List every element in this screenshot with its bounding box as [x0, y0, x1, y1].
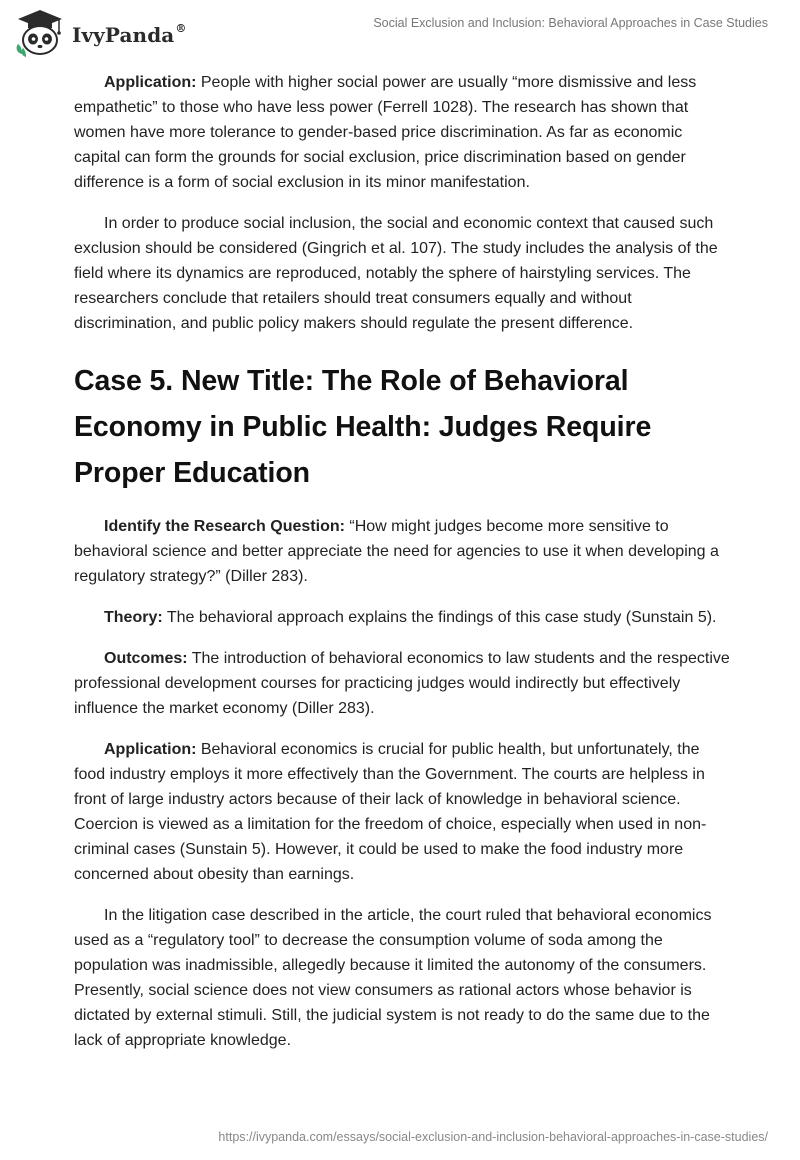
paragraph-text: In the litigation case described in the article, the court ruled that behavioral economics used as a “regulatory tool” to decrease the consumption volume of soda among the population was inadmissible, allegedly because it limited the autonomy of the consumers. Presently, social science does not view consumers as rational actors whose behavior is dictated by external stimuli. Still, the judicial system is not ready to do the same due to the lack of appropriate knowledge.	[74, 907, 712, 1049]
document-title: Social Exclusion and Inclusion: Behavioral Approaches in Case Studies	[373, 16, 768, 30]
paragraph-theory	[74, 605, 730, 630]
paragraph-application-2	[74, 737, 730, 887]
paragraph-text: The introduction of behavioral economics to law students and the respective professional development courses for practicing judges would indirectly but effectively influence the market economy (Diller 283).	[74, 650, 730, 717]
paragraph-text: In order to produce social inclusion, the social and economic context that caused such exclusion should be considered (Gingrich et al. 107). The study includes the analysis of the field where its dynamics are reproduced, notably the sphere of hairstyling services. The researchers conclude that retailers should treat consumers equally and without discrimination, and public policy makers should regulate the present difference.	[74, 215, 718, 332]
brand-name: IvyPanda®	[72, 22, 187, 47]
paragraph-research-question	[74, 514, 730, 589]
page-header	[0, 0, 800, 64]
paragraph-label: Theory:	[104, 609, 163, 626]
ivypanda-logo[interactable]	[14, 8, 186, 58]
paragraph-label: Outcomes:	[104, 650, 188, 667]
paragraph-text: “How might judges become more sensitive to behavioral science and better appreciate the need for agencies to use it when developing a regulatory strategy?” (Diller 283).	[74, 518, 719, 585]
paragraph-outcomes	[74, 646, 730, 721]
paragraph-text: People with higher social power are usually “more dismissive and less empathetic” to those who have less power (Ferrell 1028). The research has shown that women have more tolerance to gender-based price discrimination. As far as economic capital can form the grounds for social exclusion, price discrimination based on gender difference is a form of social exclusion in its minor manifestation.	[74, 74, 697, 191]
paragraph-text: Behavioral economics is crucial for public health, but unfortunately, the food industry employs it more effectively than the Government. The courts are helpless in front of large industry actors because of their lack of knowledge in behavioral science. Coercion is viewed as a limitation for the freedom of choice, especially when used in non-criminal cases (Sunstain 5). However, it could be used to make the food industry more concerned about obesity than earnings.	[74, 741, 707, 883]
paragraph-application-1	[74, 70, 730, 195]
essay-content	[74, 70, 730, 1069]
source-url[interactable]: https://ivypanda.com/essays/social-exclusion-and-inclusion-behavioral-approaches-in-case-studies/	[218, 1130, 768, 1144]
paragraph-text: The behavioral approach explains the findings of this case study (Sunstain 5).	[162, 609, 717, 626]
paragraph-label: Application:	[104, 74, 197, 91]
paragraph-label: Application:	[104, 741, 197, 758]
paragraph-social-inclusion	[74, 211, 730, 336]
panda-graduation-cap-icon	[14, 8, 66, 58]
case-5-heading: Case 5. New Title: The Role of Behavioral Economy in Public Health: Judges Require Proper Education	[74, 365, 652, 489]
paragraph-label: Identify the Research Question:	[104, 518, 345, 535]
paragraph-litigation-case	[74, 903, 730, 1053]
